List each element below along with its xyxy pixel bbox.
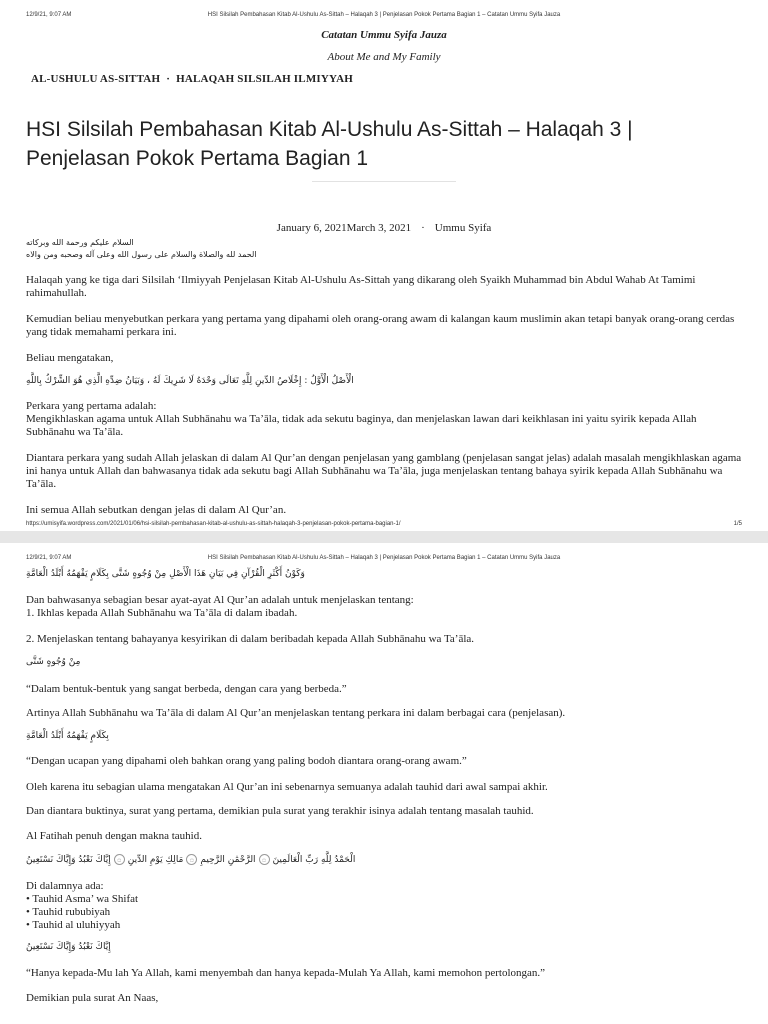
print-doc-title-2: HSI Silsilah Pembahasan Kitab Al-Ushulu As-Sittah – Halaqah 3 | Penjelasan Pokok Pertama Bagian 1 – Catatan Ummu Syifa Jauza	[207, 555, 561, 561]
paragraph-context: Kemudian beliau menyebutkan perkara yang pertama yang dipahami oleh orang-orang awam di kalangan kaum muslimin akan tetapi banyak orang-orang cerdas yang tidak memahami perkara ini.	[26, 313, 735, 338]
site-tagline: About Me and My Family	[327, 51, 441, 63]
title-divider	[312, 181, 456, 182]
fatihah-ayah-4: مَالِكِ يَوْمِ الدِّينِ	[127, 855, 184, 865]
ayah-end-icon: ۝	[259, 854, 270, 865]
paragraph-quote-menyembah: “Hanya kepada-Mu lah Ya Allah, kami menyembah dan hanya kepada-Mulah Ya Allah, kami memohon pertolongan.”	[26, 967, 546, 979]
list-item: • Tauhid Asma’ wa Shifat	[26, 893, 139, 905]
post-meta	[0, 222, 768, 234]
paragraph-beliau: Beliau mengatakan,	[26, 352, 114, 364]
paragraph-quote-ucapan: “Dengan ucapan yang dipahami oleh bahkan orang yang paling bodoh diantara orang-orang awam.”	[26, 755, 467, 767]
print-datetime: 12/9/21, 9:07 AM	[26, 12, 72, 18]
arabic-ayat-explanation: وَكَوْنُ أَكْثَرِ الْقُرْآنِ فِي بَيَانِ هَذَا الْأَصْلِ مِنْ وُجُوهٍ شَتَّى بِكَلَامٍ يَفْهَمُهُ أَبْلَدُ الْعَامَّةِ	[26, 569, 305, 579]
arabic-bikalam: بِكَلَامٍ يَفْهَمُهُ أَبْلَدُ الْعَامَّةِ	[26, 731, 109, 741]
post-author[interactable]: Ummu Syifa	[434, 222, 492, 234]
paragraph-tauhid-list	[26, 880, 744, 932]
ayat-heading: Dan bahwasanya sebagian besar ayat-ayat Al Qur’an adalah untuk menjelaskan tentang:	[26, 594, 414, 606]
post-title: HSI Silsilah Pembahasan Kitab Al-Ushulu As-Sittah – Halaqah 3 | Penjelasan Pokok Pertama Bagian 1	[26, 118, 633, 170]
paragraph-point-2: 2. Menjelaskan tentang bahayanya kesyirikan di dalam beribadah kepada Allah Subhānahu wa Ta’āla.	[26, 633, 475, 645]
fatihah-ayah-2: الْحَمْدُ لِلَّهِ رَبِّ الْعَالَمِينَ	[272, 855, 356, 865]
arabic-hamdalah: الحمد لله والصلاة والسلام على رسول الله وعلى آله وصحبه ومن والاه	[26, 250, 257, 259]
paragraph-intro: Halaqah yang ke tiga dari Silsilah ‘Ilmiyyah Penjelasan Kitab Al-Ushulu As-Sittah yang dikarang oleh Syaikh Muhammad bin Abdul Wahab At Tamimi rahimahullah.	[26, 274, 696, 299]
list-item: • Tauhid al uluhiyyah	[26, 919, 121, 931]
print-page-number: 1/5	[733, 521, 742, 527]
site-title[interactable]: Catatan Ummu Syifa Jauza	[321, 29, 447, 41]
tauhid-list-heading: Di dalamnya ada:	[26, 880, 104, 892]
list-item: • Tauhid rububiyah	[26, 906, 111, 918]
arabic-fatihah-verses	[26, 854, 355, 865]
perkara-heading: Perkara yang pertama adalah:	[26, 400, 157, 412]
paragraph-penjelasan: Diantara perkara yang sudah Allah jelaskan di dalam Al Qur’an dengan penjelasan yang gamblang (penjelasan sangat jelas) adalah masalah mengikhlaskan agama ini hanya untuk Allah dan bahwasanya tidak ada sekutu bagi Allah Subhānahu wa Ta’āla, juga menjelaskan tentang bahaya syirik kepada Allah Subhānahu wa Ta’āla.	[26, 452, 742, 490]
paragraph-ulama: Oleh karena itu sebagian ulama mengatakan Al Qur’an ini sebenarnya semuanya adalah tauhid dari awal sampai akhir.	[26, 781, 548, 793]
perkara-body: Mengikhlaskan agama untuk Allah Subhānahu wa Ta’āla, tidak ada sekutu baginya, dan menjelaskan lawan dari keikhlasan ini yaitu syirik kepada Allah Subhānahu wa Ta’āla.	[26, 413, 697, 438]
arabic-min-wujuh: مِنْ وُجُوهٍ شَتَّى	[26, 657, 81, 667]
category-link-halaqah[interactable]: HALAQAH SILSILAH ILMIYYAH	[176, 73, 354, 85]
paragraph-perkara-pertama	[26, 400, 744, 439]
post-categories	[31, 73, 353, 85]
paragraph-bukti: Dan diantara buktinya, surat yang pertama, demikian pula surat yang terakhir isinya adalah tentang masalah tauhid.	[26, 805, 534, 817]
paragraph-alquran: Ini semua Allah sebutkan dengan jelas di dalam Al Qur’an.	[26, 504, 287, 516]
ayat-point-1: 1. Ikhlas kepada Allah Subhānahu wa Ta’āla di dalam ibadah.	[26, 607, 298, 619]
paragraph-ayat	[26, 594, 744, 620]
arabic-ashlul-awwal: الْأَصْلُ الْأَوَّلُ : إِخْلَاصُ الدِّينِ لِلَّهِ تَعَالَى وَحْدَهُ لَا شَرِيكَ لَهُ ، وَبَيَانُ ضِدِّهِ الَّذِي هُوَ الشِّرْكُ بِاللَّهِ	[26, 376, 354, 386]
print-datetime-2: 12/9/21, 9:07 AM	[26, 555, 72, 561]
paragraph-fatihah: Al Fatihah penuh dengan makna tauhid.	[26, 830, 202, 842]
print-doc-title: HSI Silsilah Pembahasan Kitab Al-Ushulu As-Sittah – Halaqah 3 | Penjelasan Pokok Pertama Bagian 1 – Catatan Ummu Syifa Jauza	[207, 12, 561, 18]
category-link-ushulu[interactable]: AL-USHULU AS-SITTAH	[31, 73, 161, 85]
ayah-end-icon: ۝	[114, 854, 125, 865]
category-separator: ·	[166, 73, 171, 85]
print-page-2	[0, 543, 768, 1024]
post-date-published[interactable]: January 6, 2021	[276, 222, 347, 234]
paragraph-artinya: Artinya Allah Subhānahu wa Ta’āla di dalam Al Qur’an menjelaskan tentang perkara ini dalam berbagai cara (penjelasan).	[26, 707, 566, 719]
fatihah-ayah-3: الرَّحْمَٰنِ الرَّحِيمِ	[200, 855, 256, 865]
print-footer	[26, 521, 742, 527]
ayah-end-icon: ۝	[186, 854, 197, 865]
arabic-iyyaka: إِيَّاكَ نَعْبُدُ وَإِيَّاكَ نَسْتَعِينُ	[26, 942, 111, 952]
fatihah-ayah-5: إِيَّاكَ نَعْبُدُ وَإِيَّاكَ نَسْتَعِينُ	[26, 855, 111, 865]
paragraph-annaas: Demikian pula surat An Naas,	[26, 992, 159, 1004]
print-url: https://umisyifa.wordpress.com/2021/01/06/hsi-silsilah-pembahasan-kitab-al-ushulu-as-sittah-halaqah-3-penjelasan-pokok-pertama-bagian-1/	[26, 521, 401, 527]
arabic-salam: السلام عليكم ورحمة الله وبركاته	[26, 238, 134, 247]
paragraph-quote-bentuk: “Dalam bentuk-bentuk yang sangat berbeda, dengan cara yang berbeda.”	[26, 683, 347, 695]
meta-separator: ·	[421, 222, 425, 234]
post-date-modified: March 3, 2021	[346, 222, 412, 234]
